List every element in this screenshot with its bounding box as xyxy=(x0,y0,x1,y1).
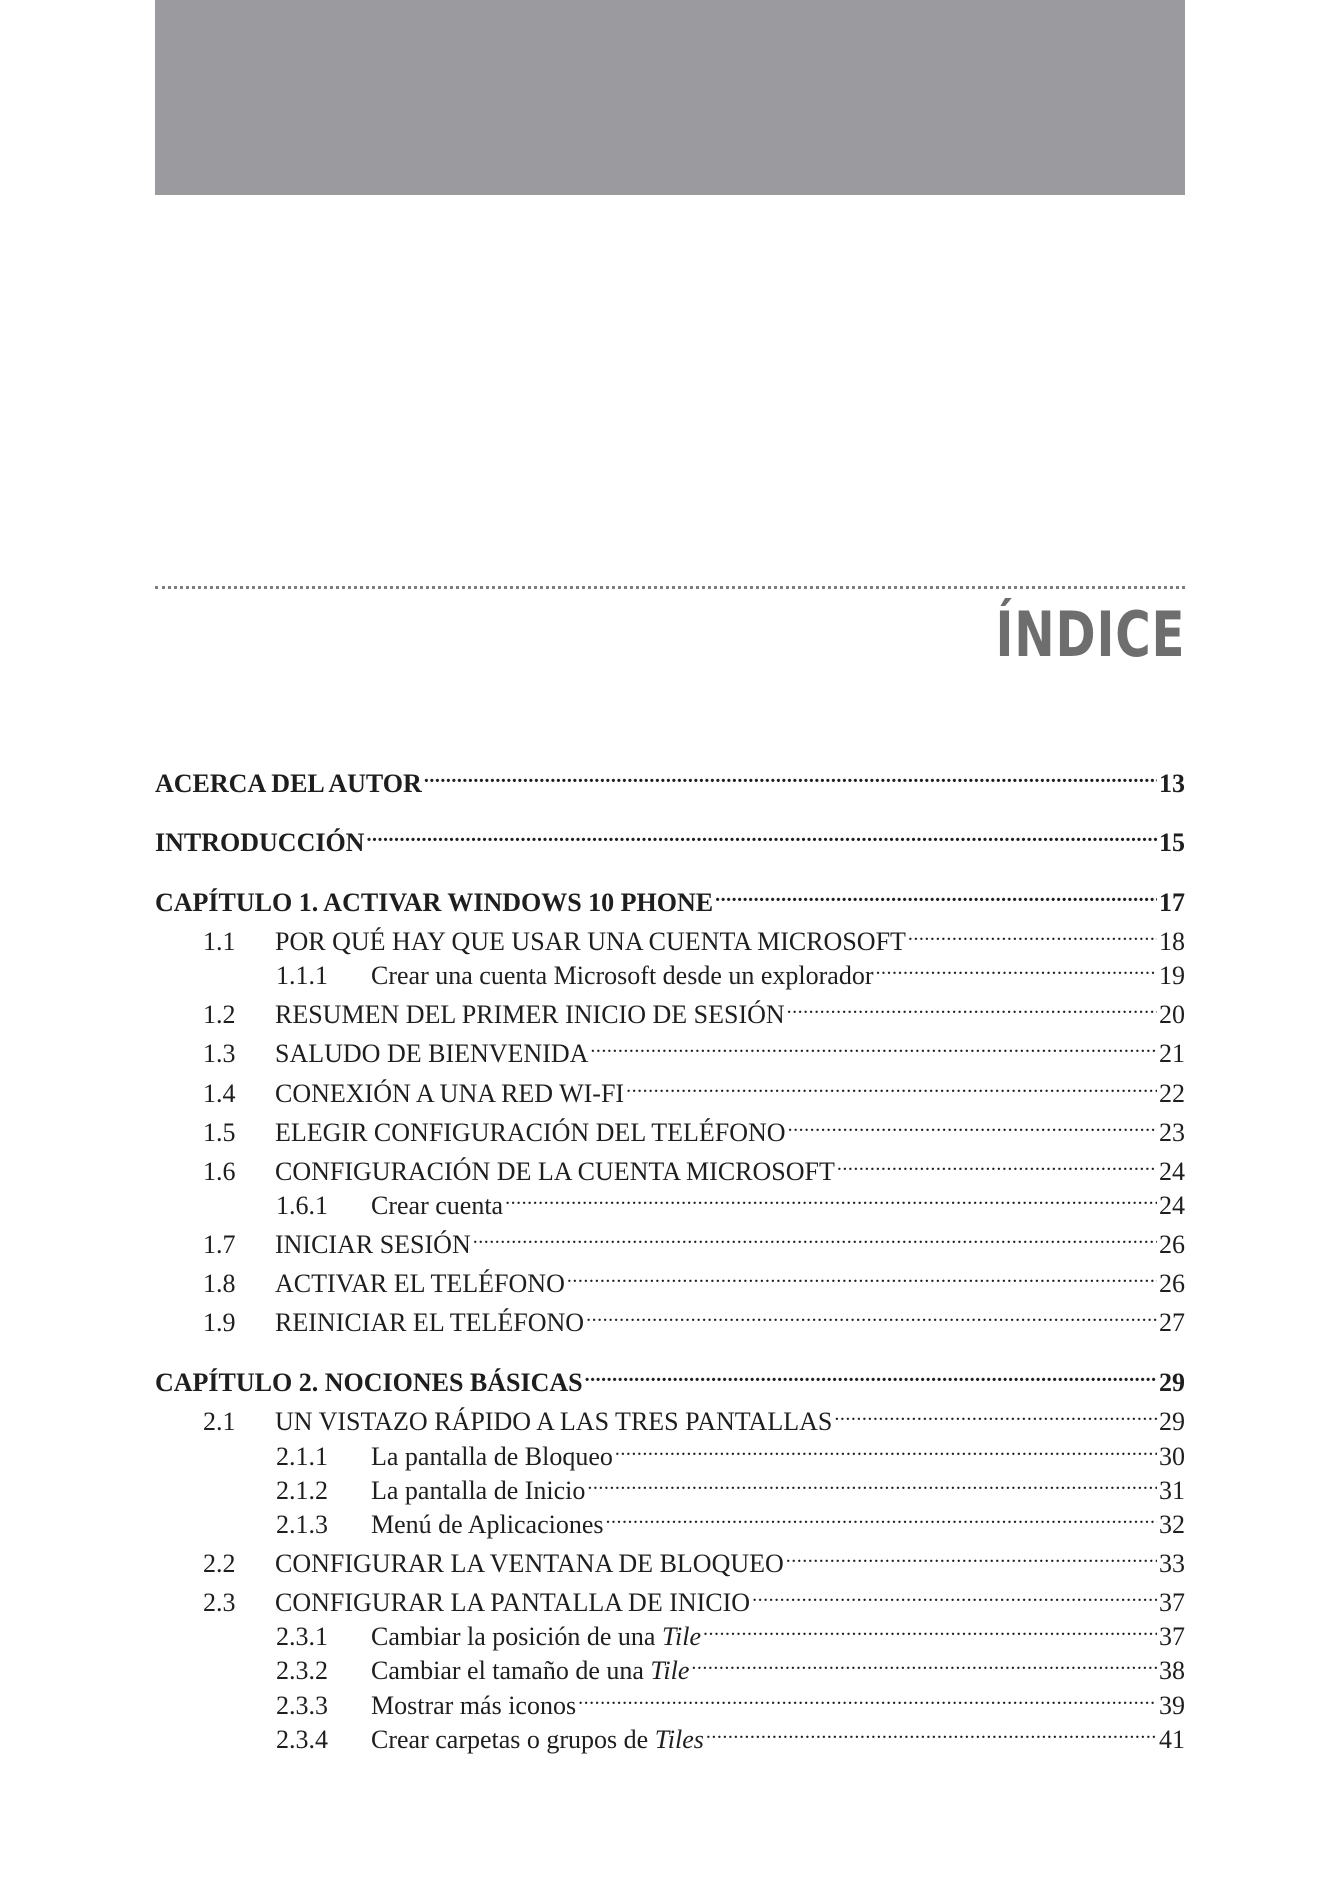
toc-entry-page: 17 xyxy=(1159,888,1185,917)
toc-entry-label: Crear una cuenta Microsoft desde un explorador xyxy=(371,961,874,990)
toc-entry-label: SALUDO DE BIENVENIDA xyxy=(275,1039,589,1068)
toc-entry-number: 1.5 xyxy=(203,1118,236,1147)
header-band xyxy=(155,0,1185,195)
dot-leader xyxy=(787,989,1157,1023)
toc-entry-number: 2.1.2 xyxy=(276,1476,328,1505)
dot-leader xyxy=(706,1714,1157,1748)
toc-entry-label: La pantalla de Bloqueo xyxy=(371,1442,613,1471)
toc-entry xyxy=(276,1714,1185,1757)
toc-entry-number: 1.6 xyxy=(203,1157,236,1186)
dot-leader xyxy=(626,1068,1157,1102)
toc-entry xyxy=(155,817,1185,860)
toc-entry-number: 2.1 xyxy=(203,1407,236,1436)
toc-entry-page: 22 xyxy=(1159,1079,1185,1108)
dot-leader xyxy=(703,1611,1157,1645)
toc-entry-label: Cambiar el tamaño de una Tile xyxy=(371,1656,690,1685)
dot-leader xyxy=(424,758,1157,792)
toc-entry-label: CAPÍTULO 1. ACTIVAR WINDOWS 10 PHONE xyxy=(155,888,714,917)
toc-entry-number: 2.1.3 xyxy=(276,1510,328,1539)
toc-entry-page: 19 xyxy=(1159,961,1185,990)
toc-entry-page: 29 xyxy=(1159,1407,1185,1436)
dot-leader xyxy=(473,1219,1157,1253)
toc-entry-label: CONFIGURAR LA VENTANA DE BLOQUEO xyxy=(275,1549,784,1578)
toc-entry-page: 33 xyxy=(1159,1549,1185,1578)
toc-entry-number: 2.3 xyxy=(203,1588,236,1617)
toc-entry-label: INTRODUCCIÓN xyxy=(155,828,365,857)
dot-leader xyxy=(590,1028,1157,1062)
toc-entry-label: ELEGIR CONFIGURACIÓN DEL TELÉFONO xyxy=(275,1118,786,1147)
dot-leader xyxy=(834,1396,1157,1430)
toc-entry-page: 23 xyxy=(1159,1118,1185,1147)
toc-entry-label: ACERCA DEL AUTOR xyxy=(155,769,422,798)
toc-entry xyxy=(155,1028,1185,1071)
toc-entry-page: 24 xyxy=(1159,1157,1185,1186)
toc-entry xyxy=(155,1068,1185,1111)
toc-entry xyxy=(155,989,1185,1032)
toc-entry-number: 2.3.1 xyxy=(276,1622,328,1651)
toc-entry-page: 37 xyxy=(1159,1622,1185,1651)
toc-entry-label: REINICIAR EL TELÉFONO xyxy=(275,1308,585,1337)
toc-entry-label: UN VISTAZO RÁPIDO A LAS TRES PANTALLAS xyxy=(275,1407,833,1436)
toc-entry-label: CONEXIÓN A UNA RED WI-FI xyxy=(275,1079,625,1108)
toc-entry xyxy=(276,1499,1185,1542)
dot-leader xyxy=(615,1431,1157,1465)
toc-entry-page: 29 xyxy=(1159,1368,1185,1397)
dot-leader xyxy=(578,1680,1157,1714)
toc-entry xyxy=(276,1180,1185,1223)
toc-entry-page: 37 xyxy=(1159,1588,1185,1617)
toc-entry-page: 41 xyxy=(1159,1725,1185,1754)
dot-leader xyxy=(606,1499,1158,1533)
toc-entry xyxy=(155,1297,1185,1340)
dot-leader xyxy=(788,1107,1157,1141)
toc-entry-number: 2.1.1 xyxy=(276,1442,328,1471)
toc-entry-page: 38 xyxy=(1159,1656,1185,1685)
toc-entry-label: POR QUÉ HAY QUE USAR UNA CUENTA MICROSOFT xyxy=(275,927,906,956)
toc-entry-label: Crear cuenta xyxy=(371,1191,504,1220)
toc-entry-number: 2.3.4 xyxy=(276,1725,328,1754)
toc-entry-label: La pantalla de Inicio xyxy=(371,1476,586,1505)
toc-entry-page: 30 xyxy=(1159,1442,1185,1471)
dotted-rule xyxy=(155,586,1185,589)
toc-entry-number: 1.8 xyxy=(203,1269,236,1298)
toc-entry-label: Cambiar la posición de una Tile xyxy=(371,1622,701,1651)
toc-entry-page: 20 xyxy=(1159,1000,1185,1029)
toc-entry xyxy=(155,1107,1185,1150)
dot-leader xyxy=(366,817,1157,851)
dot-leader xyxy=(908,916,1157,950)
toc-entry-number: 1.3 xyxy=(203,1039,236,1068)
dot-leader xyxy=(586,1297,1157,1331)
toc-entry-label: CAPÍTULO 2. NOCIONES BÁSICAS xyxy=(155,1368,583,1397)
toc-entry-number: 1.1 xyxy=(203,927,236,956)
toc-entry-number: 1.1.1 xyxy=(276,961,328,990)
page-title: ÍNDICE xyxy=(995,598,1185,671)
toc-entry-page: 24 xyxy=(1159,1191,1185,1220)
toc-entry-number: 1.6.1 xyxy=(276,1191,328,1220)
toc-entry-page: 31 xyxy=(1159,1476,1185,1505)
dot-leader xyxy=(585,1357,1157,1391)
dot-leader xyxy=(715,877,1157,911)
toc-entry-page: 32 xyxy=(1159,1510,1185,1539)
toc-entry-page: 26 xyxy=(1159,1230,1185,1259)
dot-leader xyxy=(691,1645,1157,1679)
dot-leader xyxy=(786,1538,1157,1572)
toc-entry-number: 1.9 xyxy=(203,1308,236,1337)
toc-entry xyxy=(155,1258,1185,1301)
toc-entry-label: RESUMEN DEL PRIMER INICIO DE SESIÓN xyxy=(275,1000,785,1029)
toc-entry-label: Mostrar más iconos xyxy=(371,1691,577,1720)
toc-entry-number: 1.2 xyxy=(203,1000,236,1029)
toc-entry xyxy=(155,1357,1185,1400)
toc-entry-page: 27 xyxy=(1159,1308,1185,1337)
toc-entry xyxy=(155,1219,1185,1262)
dot-leader xyxy=(587,1465,1157,1499)
toc-entry-page: 13 xyxy=(1159,769,1185,798)
toc-entry-label: ACTIVAR EL TELÉFONO xyxy=(275,1269,565,1298)
toc-entry-label: CONFIGURACIÓN DE LA CUENTA MICROSOFT xyxy=(275,1157,835,1186)
toc-entry-number: 1.7 xyxy=(203,1230,236,1259)
toc-entry-page: 18 xyxy=(1159,927,1185,956)
toc-entry xyxy=(155,877,1185,920)
toc-entry xyxy=(155,1538,1185,1581)
dot-leader xyxy=(752,1577,1157,1611)
toc-entry xyxy=(276,950,1185,993)
toc-entry-page: 39 xyxy=(1159,1691,1185,1720)
toc-entry-label: INICIAR SESIÓN xyxy=(275,1230,471,1259)
toc-entry-page: 21 xyxy=(1159,1039,1185,1068)
dot-leader xyxy=(875,950,1157,984)
dot-leader xyxy=(837,1146,1157,1180)
toc-entry xyxy=(155,758,1185,801)
dot-leader xyxy=(567,1258,1157,1292)
toc-entry-label: Menú de Aplicaciones xyxy=(371,1510,604,1539)
toc-entry-page: 15 xyxy=(1159,828,1185,857)
toc-entry-number: 2.2 xyxy=(203,1549,236,1578)
toc-entry-label: CONFIGURAR LA PANTALLA DE INICIO xyxy=(275,1588,751,1617)
toc-entry-number: 1.4 xyxy=(203,1079,236,1108)
toc-entry-label: Crear carpetas o grupos de Tiles xyxy=(371,1725,704,1754)
dot-leader xyxy=(505,1180,1157,1214)
toc-entry-number: 2.3.2 xyxy=(276,1656,328,1685)
toc-entry-page: 26 xyxy=(1159,1269,1185,1298)
toc-entry-number: 2.3.3 xyxy=(276,1691,328,1720)
